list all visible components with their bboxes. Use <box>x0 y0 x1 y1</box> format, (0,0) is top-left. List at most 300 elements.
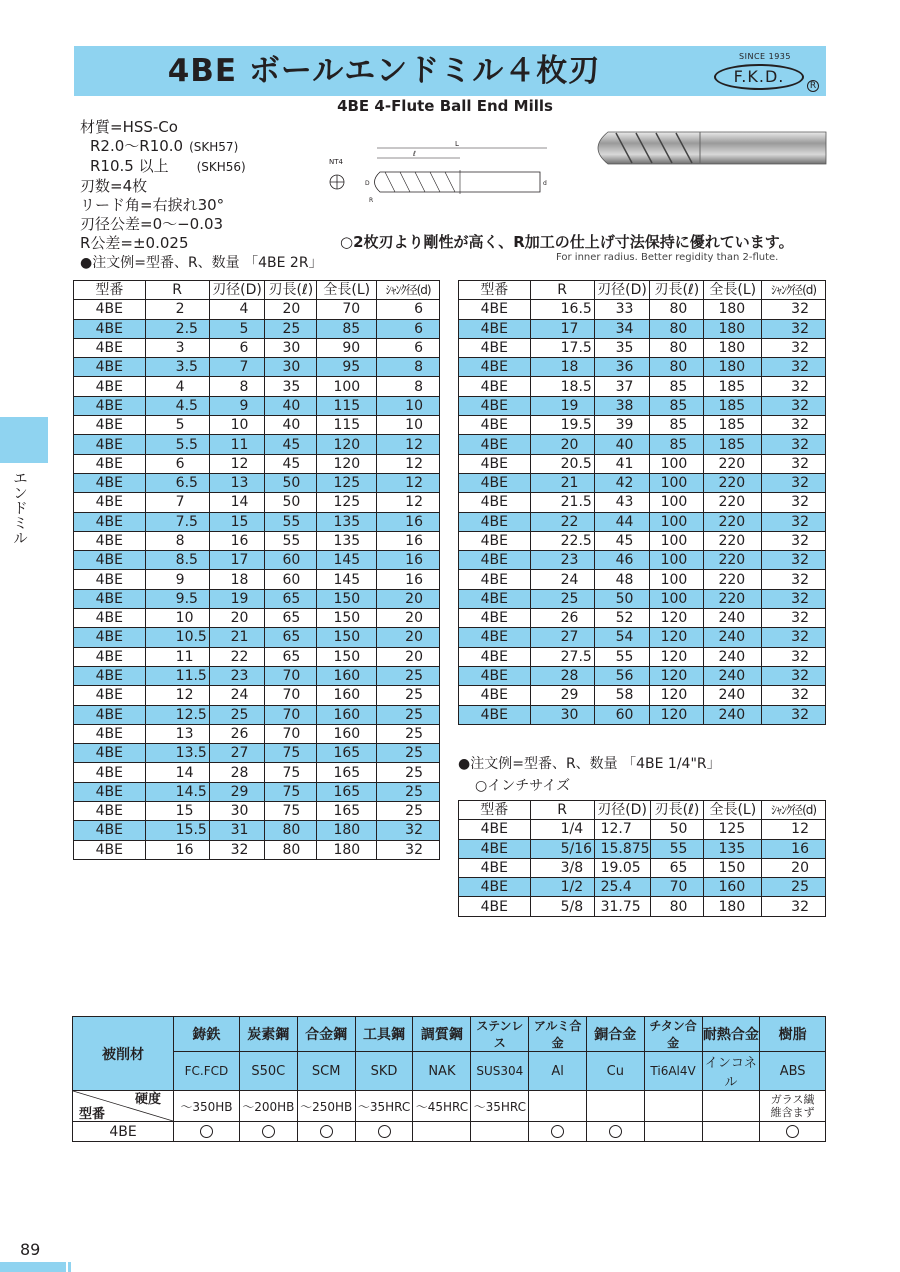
table-cell: 4BE <box>74 377 146 396</box>
table-cell: 36 <box>594 358 650 377</box>
dimension-table-left <box>73 280 440 860</box>
drawing-label-r: R <box>369 197 374 204</box>
drawing-label-shank-d: d <box>543 180 547 187</box>
spec-flutes: 刃数=4枚 <box>80 177 148 195</box>
table-cell: 25.4 <box>594 878 650 897</box>
table-cell: 32 <box>762 551 826 570</box>
table-cell: 4BE <box>74 647 146 666</box>
table-cell: 185 <box>704 416 762 435</box>
table-cell: 85 <box>650 396 704 415</box>
table-cell: 4BE <box>74 416 146 435</box>
table-cell: 4BE <box>74 338 146 357</box>
table-cell: 4BE <box>459 686 531 705</box>
table-cell: 6 <box>209 338 265 357</box>
table-cell: 7.5 <box>145 512 209 531</box>
table-row <box>459 897 826 916</box>
logo-text: F.K.D. <box>714 64 804 90</box>
circle-icon <box>786 1125 799 1138</box>
table-cell: 165 <box>317 763 377 782</box>
table-cell: 70 <box>265 724 317 743</box>
material-name: 調質鋼 <box>413 1017 471 1052</box>
material-code: SKD <box>355 1052 413 1091</box>
table-cell: 32 <box>762 338 826 357</box>
table-cell: 65 <box>265 647 317 666</box>
table-cell: 65 <box>265 589 317 608</box>
table-cell: 25 <box>377 802 440 821</box>
table-cell: 4BE <box>459 647 531 666</box>
table-cell: 10 <box>209 416 265 435</box>
table-cell: 46 <box>594 551 650 570</box>
spec-list <box>80 118 246 253</box>
drawing-label-nt: NT4 <box>329 158 343 166</box>
table-cell: 22 <box>530 512 594 531</box>
table-cell: 17 <box>209 551 265 570</box>
table-cell: 35 <box>594 338 650 357</box>
table-cell: 22 <box>209 647 265 666</box>
table-cell: 70 <box>265 705 317 724</box>
table-cell: 160 <box>317 705 377 724</box>
table-cell: 54 <box>594 628 650 647</box>
material-code: SUS304 <box>471 1052 529 1091</box>
material-name: 銅合金 <box>586 1017 644 1052</box>
table-cell: 32 <box>762 319 826 338</box>
order-example: ●注文例=型番、R、数量 「4BE 2R」 <box>80 255 323 271</box>
table-row <box>459 493 826 512</box>
table-cell: 100 <box>650 589 704 608</box>
table-cell: 150 <box>317 628 377 647</box>
material-name: 工具鋼 <box>355 1017 413 1052</box>
table-cell: 11 <box>209 435 265 454</box>
table-cell: 120 <box>650 686 704 705</box>
table-row <box>74 744 440 763</box>
table-cell: 150 <box>317 609 377 628</box>
table-cell: 70 <box>265 686 317 705</box>
material-suitability <box>239 1122 297 1142</box>
table-cell: 12 <box>209 454 265 473</box>
col-header: 刃長(ℓ) <box>650 281 704 300</box>
material-hardness: ～350HB <box>174 1091 240 1122</box>
table-cell: 25 <box>209 705 265 724</box>
model-label: 型番 <box>79 1107 106 1121</box>
material-hardness: ガラス繊維含まず <box>760 1091 826 1122</box>
order-example-inch: ●注文例=型番、R、数量 「4BE 1/4"R」 <box>458 756 721 772</box>
table-cell: 220 <box>704 512 762 531</box>
table-cell: 11 <box>145 647 209 666</box>
material-code: NAK <box>413 1052 471 1091</box>
table-cell: 4 <box>209 300 265 319</box>
table-cell: 165 <box>317 782 377 801</box>
spec-dia-tolerance: 刃径公差=0～−0.03 <box>80 215 224 233</box>
table-cell: 32 <box>377 840 440 859</box>
table-cell: 32 <box>762 300 826 319</box>
table-cell: 160 <box>317 686 377 705</box>
table-cell: 1/2 <box>530 878 594 897</box>
table-cell: 32 <box>377 821 440 840</box>
table-cell: 16 <box>377 531 440 550</box>
table-cell: 33 <box>594 300 650 319</box>
table-cell: 18 <box>530 358 594 377</box>
table-row <box>459 396 826 415</box>
table-cell: 10 <box>377 416 440 435</box>
table-cell: 75 <box>265 802 317 821</box>
table-cell: 27.5 <box>530 647 594 666</box>
table-cell: 125 <box>317 473 377 492</box>
material-hardness: ～250HB <box>297 1091 355 1122</box>
materials-model: 4BE <box>73 1122 174 1142</box>
table-cell: 220 <box>704 454 762 473</box>
table-cell: 100 <box>650 473 704 492</box>
table-cell: 240 <box>704 609 762 628</box>
table-cell: 13 <box>145 724 209 743</box>
table-cell: 4BE <box>74 551 146 570</box>
material-suitability <box>644 1122 702 1142</box>
col-header: ｼｬﾝｸ径(d) <box>762 281 826 300</box>
table-cell: 29 <box>530 686 594 705</box>
table-cell: 185 <box>704 396 762 415</box>
table-cell: 32 <box>762 416 826 435</box>
table-row <box>74 782 440 801</box>
material-hardness: ～35HRC <box>355 1091 413 1122</box>
table-cell: 100 <box>650 493 704 512</box>
table-cell: 4BE <box>459 570 531 589</box>
table-cell: 20 <box>265 300 317 319</box>
table-row <box>74 705 440 724</box>
table-cell: 145 <box>317 570 377 589</box>
table-cell: 19.05 <box>594 858 650 877</box>
table-cell: 29 <box>209 782 265 801</box>
table-cell: 32 <box>762 512 826 531</box>
material-suitability <box>297 1122 355 1142</box>
table-cell: 20 <box>209 609 265 628</box>
table-cell: 150 <box>317 647 377 666</box>
table-row <box>74 628 440 647</box>
table-row <box>74 377 440 396</box>
table-cell: 34 <box>594 319 650 338</box>
table-cell: 120 <box>317 454 377 473</box>
tool-photo <box>588 128 828 168</box>
table-cell: 80 <box>650 358 704 377</box>
table-cell: 4BE <box>74 609 146 628</box>
table-cell: 14 <box>145 763 209 782</box>
table-cell: 3 <box>145 338 209 357</box>
table-cell: 15 <box>145 802 209 821</box>
side-tab <box>0 417 48 463</box>
table-cell: 150 <box>704 858 762 877</box>
table-cell: 52 <box>594 609 650 628</box>
table-cell: 45 <box>594 531 650 550</box>
drawing-label-d: D <box>365 180 370 187</box>
material-hardness: ～200HB <box>239 1091 297 1122</box>
table-row <box>459 454 826 473</box>
table-row <box>74 493 440 512</box>
table-row <box>459 358 826 377</box>
table-cell: 25 <box>377 705 440 724</box>
logo-since: SINCE 1935 <box>739 52 791 61</box>
table-cell: 32 <box>762 396 826 415</box>
page-number: 89 <box>20 1240 41 1259</box>
material-suitability <box>529 1122 587 1142</box>
table-cell: 6.5 <box>145 473 209 492</box>
table-cell: 50 <box>594 589 650 608</box>
material-hardness <box>702 1091 760 1122</box>
table-cell: 12 <box>377 473 440 492</box>
table-row <box>74 435 440 454</box>
table-cell: 85 <box>650 435 704 454</box>
table-cell: 50 <box>265 473 317 492</box>
table-cell: 26 <box>209 724 265 743</box>
col-header: 全長(L) <box>704 281 762 300</box>
table-cell: 240 <box>704 705 762 724</box>
table-cell: 12 <box>377 493 440 512</box>
table-cell: 32 <box>762 647 826 666</box>
table-cell: 220 <box>704 589 762 608</box>
table-cell: 160 <box>317 666 377 685</box>
table-cell: 48 <box>594 570 650 589</box>
table-row <box>74 686 440 705</box>
material-name: 炭素鋼 <box>239 1017 297 1052</box>
table-cell: 41 <box>594 454 650 473</box>
table-cell: 56 <box>594 666 650 685</box>
table-cell: 75 <box>265 782 317 801</box>
table-cell: 16 <box>762 839 826 858</box>
table-row <box>74 454 440 473</box>
table-cell: 32 <box>762 897 826 916</box>
table-cell: 100 <box>650 551 704 570</box>
table-row <box>74 609 440 628</box>
table-cell: 185 <box>704 377 762 396</box>
spec-r-tolerance: R公差=±0.025 <box>80 234 189 252</box>
material-code: FC.FCD <box>174 1052 240 1091</box>
table-cell: 4BE <box>459 300 531 319</box>
table-cell: 220 <box>704 473 762 492</box>
table-cell: 55 <box>594 647 650 666</box>
table-cell: 16 <box>377 551 440 570</box>
table-cell: 4BE <box>459 512 531 531</box>
table-row <box>74 531 440 550</box>
table-cell: 25 <box>377 782 440 801</box>
material-name: ステンレス <box>471 1017 529 1052</box>
table-cell: 5.5 <box>145 435 209 454</box>
table-row <box>459 628 826 647</box>
table-row <box>459 839 826 858</box>
material-code: Ti6Al4V <box>644 1052 702 1091</box>
table-cell: 37 <box>594 377 650 396</box>
col-header: ｼｬﾝｸ径(d) <box>762 801 826 820</box>
side-label: エンドミル <box>11 470 29 545</box>
table-cell: 4BE <box>74 512 146 531</box>
table-cell: 50 <box>650 820 704 839</box>
col-header: 全長(L) <box>317 281 377 300</box>
table-cell: 42 <box>594 473 650 492</box>
table-cell: 17.5 <box>530 338 594 357</box>
material-name: 耐熱合金 <box>702 1017 760 1052</box>
table-row <box>74 473 440 492</box>
table-cell: 80 <box>650 897 704 916</box>
table-cell: 24 <box>530 570 594 589</box>
table-cell: 240 <box>704 647 762 666</box>
table-cell: 43 <box>594 493 650 512</box>
table-cell: 165 <box>317 802 377 821</box>
table-cell: 20 <box>762 858 826 877</box>
page-bar-accent <box>68 1262 71 1272</box>
table-cell: 4BE <box>459 473 531 492</box>
table-cell: 150 <box>317 589 377 608</box>
table-cell: 220 <box>704 531 762 550</box>
table-cell: 95 <box>317 358 377 377</box>
fkd-logo <box>708 50 824 94</box>
table-cell: 58 <box>594 686 650 705</box>
table-cell: 55 <box>265 531 317 550</box>
table-cell: 180 <box>317 821 377 840</box>
table-cell: 23 <box>209 666 265 685</box>
col-header: 型番 <box>459 281 531 300</box>
table-cell: 11.5 <box>145 666 209 685</box>
table-row <box>459 551 826 570</box>
table-cell: 100 <box>650 512 704 531</box>
table-cell: 32 <box>762 493 826 512</box>
table-cell: 120 <box>650 628 704 647</box>
table-cell: 45 <box>265 435 317 454</box>
table-row <box>74 416 440 435</box>
table-row <box>459 377 826 396</box>
table-row <box>459 647 826 666</box>
table-cell: 180 <box>704 897 762 916</box>
spec-range1: R2.0～R10.0 (SKH57) <box>90 137 239 155</box>
page-bar <box>0 1262 66 1272</box>
table-cell: 145 <box>317 551 377 570</box>
table-cell: 4BE <box>74 802 146 821</box>
table-cell: 240 <box>704 628 762 647</box>
table-cell: 17 <box>530 319 594 338</box>
table-cell: 4BE <box>459 396 531 415</box>
table-cell: 32 <box>762 628 826 647</box>
table-cell: 7 <box>145 493 209 512</box>
inch-size-label: ○インチサイズ <box>475 778 571 794</box>
col-header: 型番 <box>74 281 146 300</box>
table-cell: 4BE <box>459 531 531 550</box>
table-cell: 4BE <box>74 724 146 743</box>
table-cell: 125 <box>704 820 762 839</box>
material-code: インコネル <box>702 1052 760 1091</box>
table-cell: 4BE <box>74 531 146 550</box>
table-cell: 180 <box>704 319 762 338</box>
table-cell: 12.7 <box>594 820 650 839</box>
table-cell: 80 <box>650 338 704 357</box>
table-cell: 185 <box>704 435 762 454</box>
table-cell: 6 <box>377 338 440 357</box>
table-row <box>459 589 826 608</box>
table-cell: 85 <box>650 416 704 435</box>
table-cell: 21 <box>530 473 594 492</box>
table-cell: 20 <box>377 628 440 647</box>
table-cell: 10 <box>145 609 209 628</box>
circle-icon <box>262 1125 275 1138</box>
table-cell: 240 <box>704 666 762 685</box>
table-cell: 21 <box>209 628 265 647</box>
table-cell: 25 <box>377 666 440 685</box>
table-cell: 4BE <box>459 705 531 724</box>
materials-corner: 被削材 <box>73 1017 174 1091</box>
table-cell: 55 <box>650 839 704 858</box>
material-hardness <box>644 1091 702 1122</box>
table-cell: 20 <box>377 589 440 608</box>
table-cell: 1/4 <box>530 820 594 839</box>
table-cell: 180 <box>317 840 377 859</box>
table-cell: 31 <box>209 821 265 840</box>
table-cell: 65 <box>650 858 704 877</box>
spec-material: 材質=HSS-Co <box>80 118 178 136</box>
table-cell: 5/8 <box>530 897 594 916</box>
table-cell: 19 <box>209 589 265 608</box>
table-row <box>74 319 440 338</box>
page-subtitle: 4BE 4-Flute Ball End Mills <box>337 97 553 115</box>
material-name: 鋳鉄 <box>174 1017 240 1052</box>
material-name: チタン合金 <box>644 1017 702 1052</box>
table-cell: 22.5 <box>530 531 594 550</box>
table-row <box>459 878 826 897</box>
table-cell: 30 <box>265 358 317 377</box>
table-cell: 4BE <box>459 858 531 877</box>
table-cell: 32 <box>209 840 265 859</box>
table-cell: 32 <box>762 686 826 705</box>
col-header: R <box>530 801 594 820</box>
table-cell: 30 <box>530 705 594 724</box>
table-cell: 4BE <box>459 454 531 473</box>
table-cell: 4BE <box>459 878 531 897</box>
table-cell: 4BE <box>74 473 146 492</box>
drawing-label-l: L <box>455 140 459 148</box>
table-cell: 8 <box>145 531 209 550</box>
table-cell: 135 <box>704 839 762 858</box>
table-cell: 32 <box>762 435 826 454</box>
table-cell: 28 <box>209 763 265 782</box>
table-cell: 12 <box>377 454 440 473</box>
table-row <box>74 840 440 859</box>
material-code: S50C <box>239 1052 297 1091</box>
material-name: 樹脂 <box>760 1017 826 1052</box>
table-cell: 6 <box>377 300 440 319</box>
table-cell: 4BE <box>74 319 146 338</box>
table-cell: 15 <box>209 512 265 531</box>
table-cell: 9 <box>145 570 209 589</box>
spec-lead: リード角=右捩れ30° <box>80 196 225 214</box>
table-cell: 6 <box>377 319 440 338</box>
table-cell: 4BE <box>74 300 146 319</box>
table-cell: 30 <box>265 338 317 357</box>
material-suitability <box>760 1122 826 1142</box>
table-cell: 70 <box>265 666 317 685</box>
table-cell: 4BE <box>459 551 531 570</box>
table-cell: 135 <box>317 512 377 531</box>
table-cell: 160 <box>317 724 377 743</box>
table-cell: 4BE <box>459 666 531 685</box>
table-cell: 10 <box>377 396 440 415</box>
table-cell: 35 <box>265 377 317 396</box>
table-cell: 12 <box>762 820 826 839</box>
table-cell: 120 <box>650 647 704 666</box>
table-row <box>459 686 826 705</box>
table-cell: 6 <box>145 454 209 473</box>
table-cell: 14.5 <box>145 782 209 801</box>
table-cell: 8 <box>377 377 440 396</box>
table-cell: 135 <box>317 531 377 550</box>
table-cell: 4BE <box>74 763 146 782</box>
table-cell: 120 <box>317 435 377 454</box>
circle-icon <box>609 1125 622 1138</box>
table-cell: 85 <box>317 319 377 338</box>
table-cell: 40 <box>594 435 650 454</box>
table-cell: 2.5 <box>145 319 209 338</box>
